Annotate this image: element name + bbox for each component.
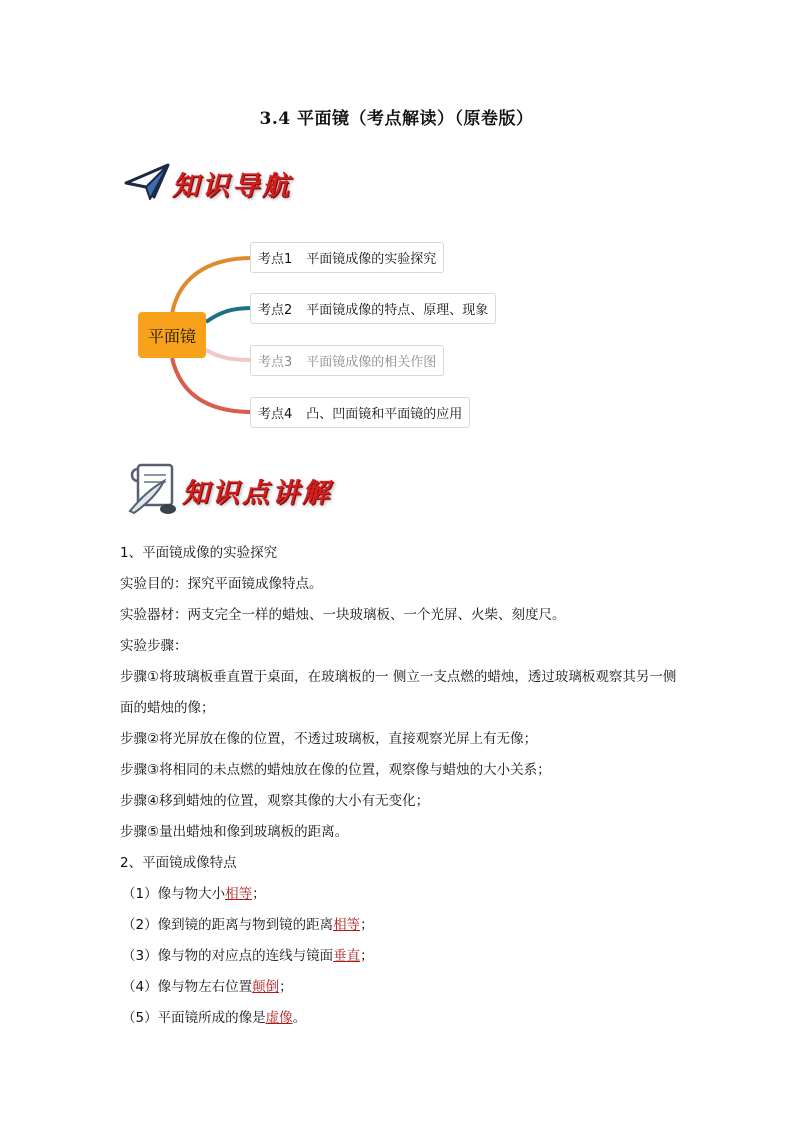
- feature-item: [120, 972, 680, 1003]
- mindmap-branch-3: [250, 345, 444, 376]
- section-heading: 2、平面镜成像特点: [120, 855, 237, 871]
- step-3: 步骤③将相同的未点燃的蜡烛放在像的位置，观察像与蜡烛的大小关系；: [120, 762, 551, 778]
- branch-text: 平面镜成像的实验探究: [306, 252, 437, 267]
- page-title: 3.4 平面镜（考点解读）（原卷版）: [259, 109, 534, 129]
- step-1: 步骤①将玻璃板垂直置于桌面，在玻璃板的一 侧立一支点燃的蜡烛，透过玻璃板观察其另一侧面的蜡烛的像；: [120, 669, 677, 716]
- experiment-materials: 实验器材：两支完全一样的蜡烛、一块玻璃板、一个光屏、火柴、刻度尺。: [120, 607, 566, 623]
- feature-item: [120, 1003, 680, 1034]
- knowledge-nav-banner: [124, 160, 292, 206]
- branch-key: 考点2: [258, 303, 293, 318]
- feature-text: （2）像到镜的距离与物到镜的距离: [122, 917, 334, 933]
- section-heading: 1、平面镜成像的实验探究: [120, 545, 278, 561]
- step-5: 步骤⑤量出蜡烛和像到玻璃板的距离。: [120, 824, 349, 840]
- branch-text: 平面镜成像的相关作图: [306, 355, 437, 370]
- feature-text: （3）像与物的对应点的连线与镜面: [122, 948, 334, 964]
- step-4: 步骤④移到蜡烛的位置，观察其像的大小有无变化；: [120, 793, 430, 809]
- feature-keyword: 虚像: [265, 1010, 293, 1026]
- feature-text: （5）平面镜所成的像是: [122, 1010, 266, 1026]
- banner-title: 知识导航: [172, 170, 292, 202]
- knowledge-points-banner: [124, 460, 332, 520]
- feature-keyword: 垂直: [333, 948, 361, 964]
- scroll-quill-icon: [124, 459, 182, 521]
- experiment-purpose: 实验目的：探究平面镜成像特点。: [120, 576, 323, 592]
- mindmap-branch-4: [250, 397, 470, 428]
- feature-item: [120, 910, 680, 941]
- feature-text: （4）像与物左右位置: [122, 979, 253, 995]
- mindmap-branch-1: [250, 242, 444, 273]
- feature-item: [120, 879, 680, 910]
- mindmap-branch-2: [250, 293, 496, 324]
- feature-keyword: 相等: [333, 917, 361, 933]
- branch-text: 平面镜成像的特点、原理、现象: [306, 303, 489, 318]
- feature-punct: 。: [292, 1010, 307, 1026]
- branch-key: 考点3: [258, 355, 293, 370]
- paper-plane-icon: [124, 161, 172, 205]
- step-2: 步骤②将光屏放在像的位置，不透过玻璃板，直接观察光屏上有无像；: [120, 731, 538, 747]
- feature-item: [120, 941, 680, 972]
- feature-punct: ；: [252, 886, 266, 902]
- mindmap-root: 平面镜: [138, 312, 206, 358]
- feature-punct: ；: [360, 917, 374, 933]
- feature-keyword: 相等: [225, 886, 253, 902]
- branch-text: 凸、凹面镜和平面镜的应用: [306, 407, 463, 422]
- content-body: [120, 538, 680, 1034]
- banner-title: 知识点讲解: [182, 477, 332, 509]
- branch-key: 考点4: [258, 407, 293, 422]
- steps-label: 实验步骤：: [120, 638, 188, 654]
- feature-keyword: 颠倒: [252, 979, 280, 995]
- branch-key: 考点1: [258, 252, 293, 267]
- feature-punct: ；: [279, 979, 293, 995]
- feature-punct: ；: [360, 948, 374, 964]
- feature-text: （1）像与物大小: [122, 886, 226, 902]
